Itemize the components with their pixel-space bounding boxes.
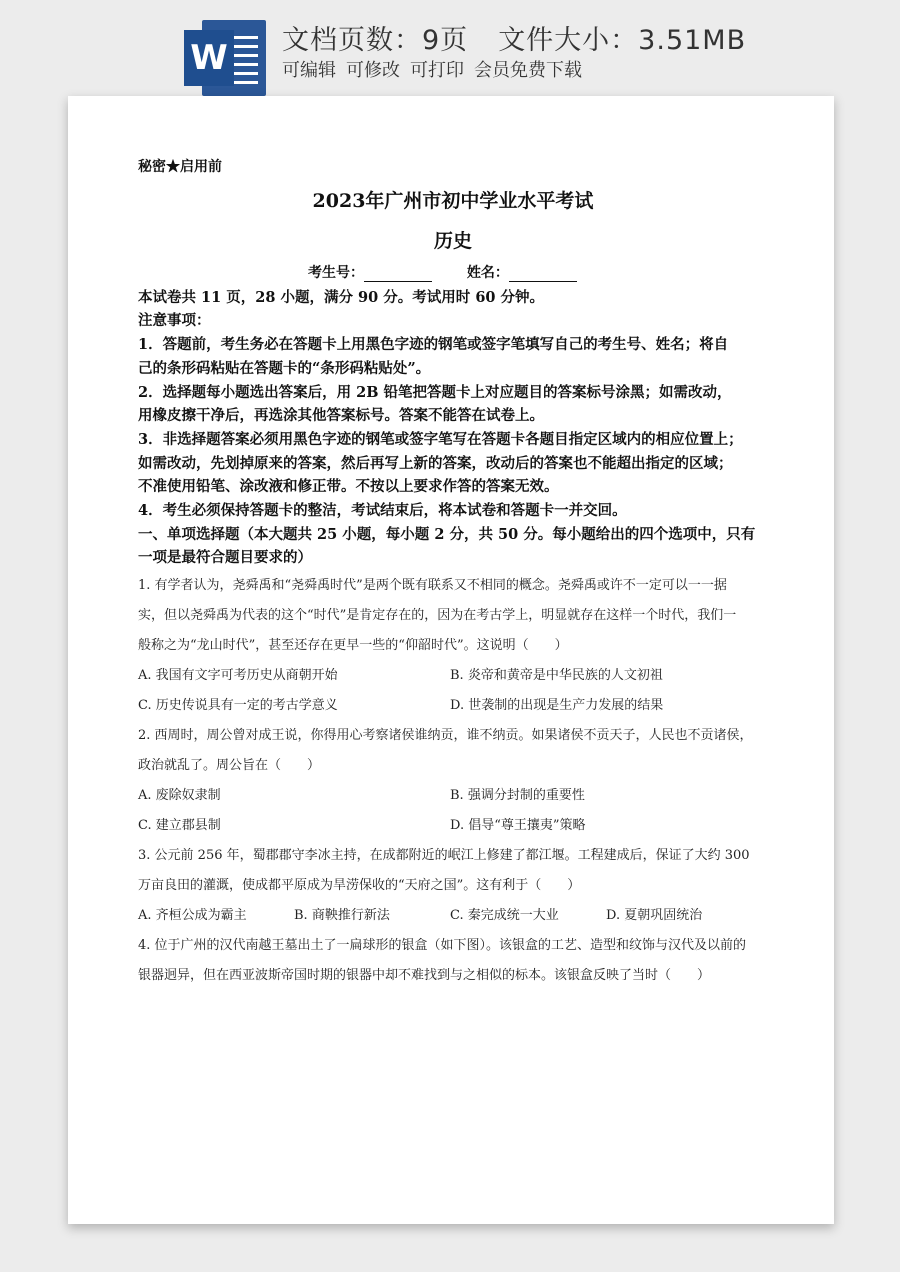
feature-printable: 可打印 bbox=[410, 60, 464, 81]
name-label: 姓名： bbox=[466, 265, 509, 281]
candidate-fields bbox=[308, 262, 577, 282]
question-line: 万亩良田的灌溉，使成都平原成为旱涝保收的“天府之国”。这有利于（ ） bbox=[138, 878, 581, 893]
download-banner bbox=[0, 0, 900, 96]
notice-line: 1．答题前，考生务必在答题卡上用黑色字迹的钢笔或签字笔填写自己的考生号、姓名；将自 bbox=[138, 336, 729, 353]
feature-modifiable: 可修改 bbox=[346, 60, 400, 81]
candidate-no-blank bbox=[364, 267, 432, 282]
question-line: 1. 有学者认为，尧舜禹和“尧舜禹时代”是两个既有联系又不相同的概念。尧舜禹或许不一定可以一一据 bbox=[138, 578, 727, 593]
notice-line: 用橡皮擦干净后，再选涂其他答案标号。答案不能答在试卷上。 bbox=[138, 407, 544, 424]
word-document-icon bbox=[184, 20, 266, 96]
file-size: 文件大小：3.51MB bbox=[498, 25, 747, 56]
exam-subject: 历史 bbox=[433, 230, 472, 252]
option-b: B. 商鞅推行新法 bbox=[294, 908, 390, 923]
exam-intro: 本试卷共 11 页，28 小题，满分 90 分。考试用时 60 分钟。 bbox=[138, 289, 545, 306]
question-line: 2. 西周时，周公曾对成王说，你得用心考察诸侯谁纳贡，谁不纳贡。如果诸侯不贡天子，人民也不贡诸侯， bbox=[138, 728, 753, 743]
option-a: A. 我国有文字可考历史从商朝开始 bbox=[138, 668, 338, 683]
question-line: 4. 位于广州的汉代南越王墓出土了一扁球形的银盒（如下图）。该银盒的工艺、造型和纹饰与汉代及以前的 bbox=[138, 938, 747, 953]
candidate-no-label: 考生号： bbox=[308, 265, 364, 281]
option-c: C. 秦完成统一大业 bbox=[450, 908, 559, 923]
notice-line: 如需改动，先划掉原来的答案，然后再写上新的答案，改动后的答案也不能超出指定的区域； bbox=[138, 455, 733, 472]
section-heading: 一项是最符合题目要求的） bbox=[138, 549, 312, 566]
secret-label: 秘密★启用前 bbox=[138, 159, 222, 175]
option-c: C. 建立郡县制 bbox=[138, 818, 221, 833]
notice-line: 2．选择题每小题选出答案后，用 2B 铅笔把答题卡上对应题目的答案标号涂黑；如需改动， bbox=[138, 384, 732, 401]
option-a: A. 齐桓公成为霸主 bbox=[138, 908, 247, 923]
file-info bbox=[282, 18, 746, 57]
notice-line: 己的条形码粘贴在答题卡的“条形码粘贴处”。 bbox=[138, 360, 431, 377]
option-b: B. 炎帝和黄帝是中华民族的人文初祖 bbox=[450, 668, 663, 683]
question-line: 政治就乱了。周公旨在（ ） bbox=[138, 758, 321, 773]
option-d: D. 夏朝巩固统治 bbox=[606, 908, 703, 923]
option-d: D. 倡导“尊王攘夷”策略 bbox=[450, 818, 586, 833]
question-line: 实，但以尧舜禹为代表的这个“时代”是肯定存在的，因为在考古学上，明显就存在这样一个时代，我们一 bbox=[138, 608, 737, 623]
name-blank bbox=[509, 267, 577, 282]
word-icon-letter: W bbox=[184, 30, 234, 86]
notice-line: 不准使用铅笔、涂改液和修正带。不按以上要求作答的答案无效。 bbox=[138, 478, 559, 495]
option-c: C. 历史传说具有一定的考古学意义 bbox=[138, 698, 338, 713]
page-count: 文档页数：9页 bbox=[282, 25, 469, 56]
feature-list bbox=[282, 56, 582, 82]
document-page bbox=[68, 96, 834, 1224]
section-heading: 一、单项选择题（本大题共 25 小题，每小题 2 分，共 50 分。每小题给出的四个选项中，只有 bbox=[138, 526, 756, 543]
notice-line: 3．非选择题答案必须用黑色字迹的钢笔或签字笔写在答题卡各题目指定区域内的相应位置上； bbox=[138, 431, 743, 448]
option-b: B. 强调分封制的重要性 bbox=[450, 788, 585, 803]
option-a: A. 废除奴隶制 bbox=[138, 788, 221, 803]
notice-title: 注意事项： bbox=[138, 312, 211, 329]
question-line: 3. 公元前 256 年，蜀郡郡守李冰主持，在成都附近的岷江上修建了都江堰。工程建成后，保证了大约 300 bbox=[138, 848, 750, 863]
question-line: 般称之为“龙山时代”，甚至还存在更早一些的“仰韶时代”。这说明（ ） bbox=[138, 638, 568, 653]
feature-editable: 可编辑 bbox=[282, 60, 336, 81]
option-d: D. 世袭制的出现是生产力发展的结果 bbox=[450, 698, 664, 713]
notice-line: 4．考生必须保持答题卡的整洁，考试结束后，将本试卷和答题卡一并交回。 bbox=[138, 502, 627, 519]
feature-member-download: 会员免费下载 bbox=[474, 60, 582, 81]
question-line: 银器迥异，但在西亚波斯帝国时期的银器中却不难找到与之相似的标本。该银盒反映了当时（ ） bbox=[138, 968, 711, 983]
exam-title: 2023年广州市初中学业水平考试 bbox=[312, 190, 594, 212]
